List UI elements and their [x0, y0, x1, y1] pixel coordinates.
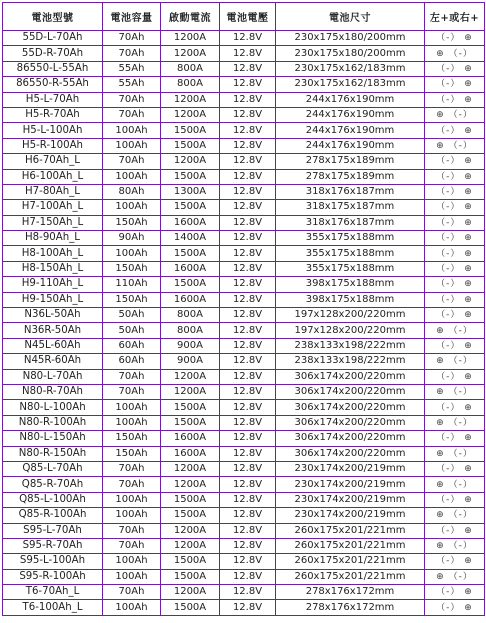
current-cell: 800A [161, 308, 220, 323]
current-cell: 1200A [161, 538, 220, 553]
current-cell: 1200A [161, 107, 220, 122]
polarity-cell: ⊕ （-） [425, 508, 485, 523]
current-cell: 1500A [161, 569, 220, 584]
polarity-cell: （-） ⊕ [425, 92, 485, 107]
current-cell: 1500A [161, 415, 220, 430]
model-cell: H5-L-70Ah [3, 92, 103, 107]
table-row [3, 492, 485, 507]
table-row [3, 31, 485, 46]
current-cell: 1200A [161, 585, 220, 600]
table-row [3, 523, 485, 538]
voltage-cell: 12.8V [220, 415, 276, 430]
capacity-cell: 70Ah [103, 107, 161, 122]
dimensions-cell: 230x174x200/219mm [276, 461, 425, 476]
dimensions-cell: 197x128x200/220mm [276, 323, 425, 338]
voltage-cell: 12.8V [220, 46, 276, 61]
table-row [3, 107, 485, 122]
capacity-cell: 150Ah [103, 292, 161, 307]
dimensions-cell: 318x176x187mm [276, 215, 425, 230]
model-cell: N80-R-150Ah [3, 446, 103, 461]
voltage-cell: 12.8V [220, 261, 276, 276]
capacity-cell: 70Ah [103, 461, 161, 476]
polarity-cell: ⊕ （-） [425, 46, 485, 61]
model-cell: S95-R-100Ah [3, 569, 103, 584]
polarity-cell: ⊕ （-） [425, 354, 485, 369]
polarity-cell: （-） ⊕ [425, 261, 485, 276]
battery-spec-table [2, 2, 485, 616]
current-cell: 1500A [161, 554, 220, 569]
dimensions-cell: 230x174x200/219mm [276, 508, 425, 523]
current-cell: 1500A [161, 138, 220, 153]
current-cell: 1200A [161, 154, 220, 169]
voltage-cell: 12.8V [220, 585, 276, 600]
model-cell: H9-110Ah_L [3, 277, 103, 292]
table-row [3, 169, 485, 184]
current-cell: 1500A [161, 277, 220, 292]
voltage-cell: 12.8V [220, 569, 276, 584]
polarity-cell: （-） ⊕ [425, 154, 485, 169]
table-row [3, 200, 485, 215]
dimensions-cell: 230x174x200/219mm [276, 477, 425, 492]
dimensions-cell: 238x133x198/222mm [276, 354, 425, 369]
polarity-cell: （-） ⊕ [425, 308, 485, 323]
header-row [3, 3, 485, 31]
capacity-cell: 90Ah [103, 231, 161, 246]
capacity-cell: 110Ah [103, 277, 161, 292]
dimensions-cell: 306x174x200/220mm [276, 369, 425, 384]
dimensions-cell: 244x176x190mm [276, 138, 425, 153]
spec-table-container [2, 2, 484, 621]
current-cell: 1200A [161, 31, 220, 46]
polarity-cell: （-） ⊕ [425, 277, 485, 292]
table-row [3, 554, 485, 569]
polarity-cell: （-） ⊕ [425, 400, 485, 415]
dimensions-cell: 355x175x188mm [276, 246, 425, 261]
capacity-cell: 55Ah [103, 77, 161, 92]
capacity-cell: 100Ah [103, 492, 161, 507]
dimensions-cell: 244x176x190mm [276, 107, 425, 122]
capacity-cell: 100Ah [103, 554, 161, 569]
dimensions-cell: 260x175x201/221mm [276, 569, 425, 584]
voltage-cell: 12.8V [220, 538, 276, 553]
voltage-cell: 12.8V [220, 154, 276, 169]
polarity-cell: ⊕ （-） [425, 538, 485, 553]
dimensions-cell: 230x175x180/200mm [276, 46, 425, 61]
capacity-cell: 100Ah [103, 508, 161, 523]
current-cell: 1500A [161, 169, 220, 184]
current-cell: 800A [161, 61, 220, 76]
dimensions-cell: 318x175x187mm [276, 200, 425, 215]
capacity-cell: 70Ah [103, 46, 161, 61]
model-cell: S95-L-100Ah [3, 554, 103, 569]
current-cell: 800A [161, 77, 220, 92]
capacity-cell: 70Ah [103, 477, 161, 492]
model-cell: H8-150Ah_L [3, 261, 103, 276]
voltage-cell: 12.8V [220, 200, 276, 215]
table-row [3, 508, 485, 523]
voltage-cell: 12.8V [220, 384, 276, 399]
current-cell: 1500A [161, 492, 220, 507]
current-cell: 1600A [161, 261, 220, 276]
table-row [3, 123, 485, 138]
model-cell: N45L-60Ah [3, 338, 103, 353]
polarity-cell: ⊕ （-） [425, 384, 485, 399]
table-row [3, 538, 485, 553]
table-row [3, 77, 485, 92]
polarity-cell: （-） ⊕ [425, 31, 485, 46]
capacity-cell: 100Ah [103, 415, 161, 430]
capacity-cell: 70Ah [103, 523, 161, 538]
voltage-cell: 12.8V [220, 600, 276, 615]
polarity-cell: （-） ⊕ [425, 123, 485, 138]
dimensions-cell: 306x174x200/220mm [276, 400, 425, 415]
polarity-cell: （-） ⊕ [425, 369, 485, 384]
current-cell: 1500A [161, 400, 220, 415]
polarity-cell: （-） ⊕ [425, 585, 485, 600]
table-row [3, 569, 485, 584]
header-capacity: 電池容量 [103, 3, 161, 31]
dimensions-cell: 306x174x200/220mm [276, 431, 425, 446]
model-cell: N80-L-70Ah [3, 369, 103, 384]
model-cell: H9-150Ah_L [3, 292, 103, 307]
dimensions-cell: 244x176x190mm [276, 92, 425, 107]
voltage-cell: 12.8V [220, 400, 276, 415]
voltage-cell: 12.8V [220, 554, 276, 569]
dimensions-cell: 197x128x200/220mm [276, 308, 425, 323]
table-row [3, 231, 485, 246]
header-dimensions: 電池尺寸 [276, 3, 425, 31]
model-cell: N80-R-100Ah [3, 415, 103, 430]
capacity-cell: 55Ah [103, 61, 161, 76]
model-cell: 55D-R-70Ah [3, 46, 103, 61]
capacity-cell: 100Ah [103, 569, 161, 584]
current-cell: 900A [161, 354, 220, 369]
dimensions-cell: 260x175x201/221mm [276, 554, 425, 569]
dimensions-cell: 230x174x200/219mm [276, 492, 425, 507]
model-cell: N36L-50Ah [3, 308, 103, 323]
capacity-cell: 70Ah [103, 585, 161, 600]
current-cell: 1200A [161, 92, 220, 107]
voltage-cell: 12.8V [220, 508, 276, 523]
current-cell: 1200A [161, 523, 220, 538]
capacity-cell: 60Ah [103, 354, 161, 369]
polarity-cell: ⊕ （-） [425, 323, 485, 338]
dimensions-cell: 306x174x200/220mm [276, 384, 425, 399]
table-row [3, 154, 485, 169]
table-row [3, 431, 485, 446]
model-cell: S95-L-70Ah [3, 523, 103, 538]
polarity-cell: （-） ⊕ [425, 492, 485, 507]
polarity-cell: ⊕ （-） [425, 477, 485, 492]
capacity-cell: 150Ah [103, 215, 161, 230]
voltage-cell: 12.8V [220, 446, 276, 461]
capacity-cell: 70Ah [103, 154, 161, 169]
polarity-cell: ⊕ （-） [425, 415, 485, 430]
polarity-cell: （-） ⊕ [425, 77, 485, 92]
polarity-cell: ⊕ （-） [425, 446, 485, 461]
table-row [3, 400, 485, 415]
dimensions-cell: 244x176x190mm [276, 123, 425, 138]
capacity-cell: 100Ah [103, 246, 161, 261]
capacity-cell: 70Ah [103, 384, 161, 399]
current-cell: 1500A [161, 200, 220, 215]
polarity-cell: （-） ⊕ [425, 600, 485, 615]
voltage-cell: 12.8V [220, 461, 276, 476]
voltage-cell: 12.8V [220, 138, 276, 153]
table-row [3, 600, 485, 615]
voltage-cell: 12.8V [220, 107, 276, 122]
current-cell: 1500A [161, 246, 220, 261]
model-cell: Q85-L-100Ah [3, 492, 103, 507]
polarity-cell: ⊕ （-） [425, 138, 485, 153]
capacity-cell: 70Ah [103, 31, 161, 46]
table-row [3, 384, 485, 399]
capacity-cell: 150Ah [103, 431, 161, 446]
table-row [3, 138, 485, 153]
table-row [3, 215, 485, 230]
current-cell: 1500A [161, 600, 220, 615]
voltage-cell: 12.8V [220, 31, 276, 46]
capacity-cell: 60Ah [103, 338, 161, 353]
polarity-cell: （-） ⊕ [425, 523, 485, 538]
dimensions-cell: 278x175x189mm [276, 154, 425, 169]
polarity-cell: （-） ⊕ [425, 61, 485, 76]
capacity-cell: 50Ah [103, 308, 161, 323]
model-cell: H7-80Ah_L [3, 184, 103, 199]
polarity-cell: （-） ⊕ [425, 461, 485, 476]
polarity-cell: （-） ⊕ [425, 169, 485, 184]
voltage-cell: 12.8V [220, 184, 276, 199]
capacity-cell: 100Ah [103, 400, 161, 415]
polarity-cell: （-） ⊕ [425, 200, 485, 215]
voltage-cell: 12.8V [220, 246, 276, 261]
polarity-cell: （-） ⊕ [425, 292, 485, 307]
header-voltage: 電池電壓 [220, 3, 276, 31]
dimensions-cell: 230x175x162/183mm [276, 77, 425, 92]
model-cell: H8-90Ah_L [3, 231, 103, 246]
model-cell: H5-R-100Ah [3, 138, 103, 153]
model-cell: S95-R-70Ah [3, 538, 103, 553]
table-row [3, 369, 485, 384]
table-row [3, 446, 485, 461]
dimensions-cell: 260x175x201/221mm [276, 523, 425, 538]
polarity-cell: ⊕ （-） [425, 107, 485, 122]
current-cell: 1200A [161, 384, 220, 399]
table-row [3, 338, 485, 353]
capacity-cell: 100Ah [103, 169, 161, 184]
current-cell: 1600A [161, 431, 220, 446]
dimensions-cell: 398x175x188mm [276, 292, 425, 307]
current-cell: 1200A [161, 477, 220, 492]
model-cell: H5-R-70Ah [3, 107, 103, 122]
capacity-cell: 70Ah [103, 538, 161, 553]
model-cell: H8-100Ah_L [3, 246, 103, 261]
current-cell: 1600A [161, 215, 220, 230]
capacity-cell: 100Ah [103, 200, 161, 215]
current-cell: 1500A [161, 123, 220, 138]
header-polarity: 左+或右+ [425, 3, 485, 31]
voltage-cell: 12.8V [220, 61, 276, 76]
voltage-cell: 12.8V [220, 338, 276, 353]
model-cell: N80-L-150Ah [3, 431, 103, 446]
dimensions-cell: 318x176x187mm [276, 184, 425, 199]
voltage-cell: 12.8V [220, 323, 276, 338]
dimensions-cell: 260x175x201/221mm [276, 538, 425, 553]
table-row [3, 323, 485, 338]
capacity-cell: 150Ah [103, 446, 161, 461]
current-cell: 800A [161, 323, 220, 338]
table-row [3, 415, 485, 430]
dimensions-cell: 278x176x172mm [276, 585, 425, 600]
voltage-cell: 12.8V [220, 523, 276, 538]
model-cell: N80-R-70Ah [3, 384, 103, 399]
table-header [3, 3, 485, 31]
voltage-cell: 12.8V [220, 215, 276, 230]
voltage-cell: 12.8V [220, 354, 276, 369]
capacity-cell: 70Ah [103, 92, 161, 107]
table-row [3, 461, 485, 476]
voltage-cell: 12.8V [220, 231, 276, 246]
table-row [3, 261, 485, 276]
model-cell: H7-100Ah_L [3, 200, 103, 215]
table-row [3, 46, 485, 61]
model-cell: 55D-L-70Ah [3, 31, 103, 46]
table-row [3, 585, 485, 600]
current-cell: 1600A [161, 292, 220, 307]
current-cell: 1400A [161, 231, 220, 246]
header-model: 電池型號 [3, 3, 103, 31]
dimensions-cell: 355x175x188mm [276, 261, 425, 276]
polarity-cell: ⊕ （-） [425, 569, 485, 584]
capacity-cell: 70Ah [103, 369, 161, 384]
current-cell: 1200A [161, 369, 220, 384]
dimensions-cell: 306x174x200/220mm [276, 415, 425, 430]
voltage-cell: 12.8V [220, 169, 276, 184]
table-row [3, 61, 485, 76]
dimensions-cell: 230x175x162/183mm [276, 61, 425, 76]
table-row [3, 308, 485, 323]
model-cell: T6-100Ah_L [3, 600, 103, 615]
capacity-cell: 100Ah [103, 138, 161, 153]
voltage-cell: 12.8V [220, 477, 276, 492]
dimensions-cell: 355x175x188mm [276, 231, 425, 246]
model-cell: T6-70Ah_L [3, 585, 103, 600]
header-cranking-current: 啟動電流 [161, 3, 220, 31]
capacity-cell: 50Ah [103, 323, 161, 338]
model-cell: N80-L-100Ah [3, 400, 103, 415]
current-cell: 1200A [161, 461, 220, 476]
capacity-cell: 150Ah [103, 261, 161, 276]
table-row [3, 477, 485, 492]
voltage-cell: 12.8V [220, 492, 276, 507]
current-cell: 1500A [161, 508, 220, 523]
voltage-cell: 12.8V [220, 431, 276, 446]
model-cell: 86550-R-55Ah [3, 77, 103, 92]
model-cell: H7-150Ah_L [3, 215, 103, 230]
polarity-cell: （-） ⊕ [425, 184, 485, 199]
model-cell: H5-L-100Ah [3, 123, 103, 138]
table-body [3, 31, 485, 616]
voltage-cell: 12.8V [220, 123, 276, 138]
polarity-cell: （-） ⊕ [425, 231, 485, 246]
voltage-cell: 12.8V [220, 369, 276, 384]
table-row [3, 92, 485, 107]
polarity-cell: （-） ⊕ [425, 431, 485, 446]
polarity-cell: （-） ⊕ [425, 338, 485, 353]
capacity-cell: 80Ah [103, 184, 161, 199]
voltage-cell: 12.8V [220, 308, 276, 323]
polarity-cell: （-） ⊕ [425, 246, 485, 261]
current-cell: 900A [161, 338, 220, 353]
capacity-cell: 100Ah [103, 123, 161, 138]
voltage-cell: 12.8V [220, 292, 276, 307]
dimensions-cell: 230x175x180/200mm [276, 31, 425, 46]
current-cell: 1300A [161, 184, 220, 199]
model-cell: H6-100Ah_L [3, 169, 103, 184]
current-cell: 1600A [161, 446, 220, 461]
table-row [3, 184, 485, 199]
model-cell: 86550-L-55Ah [3, 61, 103, 76]
polarity-cell: （-） ⊕ [425, 215, 485, 230]
model-cell: Q85-R-100Ah [3, 508, 103, 523]
model-cell: H6-70Ah_L [3, 154, 103, 169]
dimensions-cell: 278x175x189mm [276, 169, 425, 184]
dimensions-cell: 306x174x200/220mm [276, 446, 425, 461]
model-cell: N36R-50Ah [3, 323, 103, 338]
dimensions-cell: 278x176x172mm [276, 600, 425, 615]
table-row [3, 246, 485, 261]
table-row [3, 292, 485, 307]
dimensions-cell: 398x175x188mm [276, 277, 425, 292]
voltage-cell: 12.8V [220, 277, 276, 292]
current-cell: 1200A [161, 46, 220, 61]
polarity-cell: （-） ⊕ [425, 554, 485, 569]
model-cell: N45R-60Ah [3, 354, 103, 369]
capacity-cell: 100Ah [103, 600, 161, 615]
table-row [3, 354, 485, 369]
dimensions-cell: 238x133x198/222mm [276, 338, 425, 353]
model-cell: Q85-L-70Ah [3, 461, 103, 476]
voltage-cell: 12.8V [220, 92, 276, 107]
model-cell: Q85-R-70Ah [3, 477, 103, 492]
voltage-cell: 12.8V [220, 77, 276, 92]
table-row [3, 277, 485, 292]
